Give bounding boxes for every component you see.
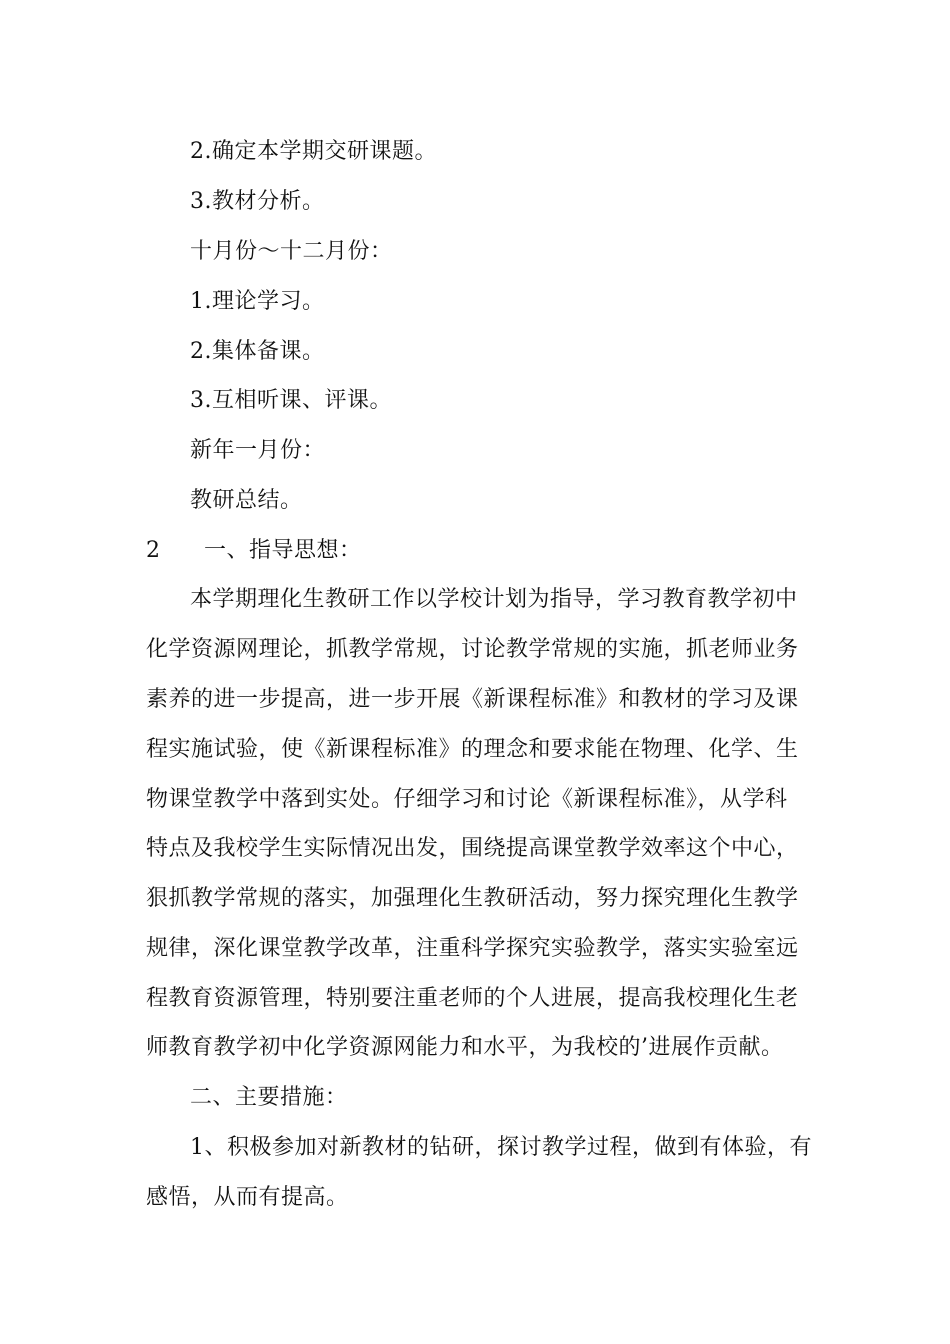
list-line: 2.确定本学期交研课题。 (190, 139, 437, 164)
list-line: 新年一月份： (190, 438, 326, 463)
paragraph-line: 规律，深化课堂教学改革，注重科学探究实验教学，落实实验室远 (146, 936, 799, 961)
paragraph-line: 程实施试验，使《新课程标准》的理念和要求能在物理、化学、生 (146, 737, 799, 762)
section-heading: 二、主要措施： (190, 1085, 348, 1110)
paragraph-line: 程教育资源管理，特别要注重老师的个人进展，提高我校理化生老 (146, 986, 799, 1011)
paragraph-line: 狠抓教学常规的落实，加强理化生教研活动，努力探究理化生教学 (146, 886, 799, 911)
paragraph-line: 特点及我校学生实际情况出发，围绕提高课堂教学效率这个中心， (146, 836, 799, 861)
paragraph-line: 感悟，从而有提高。 (146, 1185, 349, 1210)
paragraph-line: 素养的进一步提高，进一步开展《新课程标准》和教材的学习及课 (146, 687, 799, 712)
section-number: 2 (146, 538, 160, 563)
list-line: 1.理论学习。 (190, 289, 325, 314)
list-line: 3.教材分析。 (190, 189, 325, 214)
paragraph-line: 师教育教学初中化学资源网能力和水平，为我校的’进展作贡献。 (146, 1035, 784, 1060)
list-line: 教研总结。 (190, 488, 303, 513)
list-line: 十月份～十二月份： (190, 239, 393, 264)
paragraph-line: 化学资源网理论，抓教学常规，讨论教学常规的实施，抓老师业务 (146, 637, 799, 662)
list-line: 3.互相听课、评课。 (190, 388, 392, 413)
paragraph-line: 本学期理化生教研工作以学校计划为指导，学习教育教学初中 (190, 587, 798, 612)
paragraph-line: 1、积极参加对新教材的钻研，探讨教学过程，做到有体验，有 (190, 1135, 812, 1160)
section-heading: 一、指导思想： (204, 538, 362, 563)
paragraph-line: 物课堂教学中落到实处。仔细学习和讨论《新课程标准》，从学科 (146, 787, 788, 812)
list-line: 2.集体备课。 (190, 339, 325, 364)
